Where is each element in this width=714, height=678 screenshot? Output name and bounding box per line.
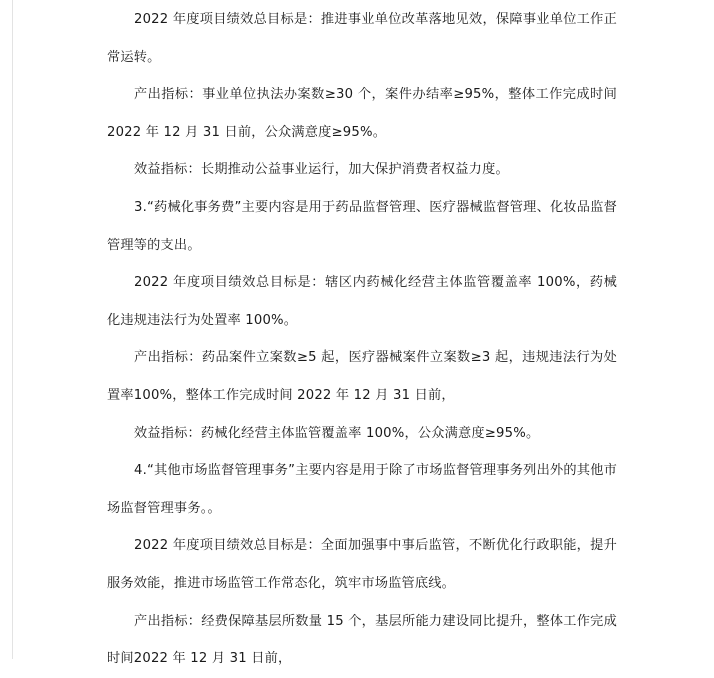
page-edge-divider bbox=[12, 0, 13, 659]
paragraph-performance-goal-1: 2022 年度项目绩效总目标是：推进事业单位改革落地见效，保障事业单位工作正常运转。 bbox=[107, 12, 617, 65]
paragraph-output-indicators-1: 产出指标：事业单位执法办案数≥30 个，案件办结率≥95%，整体工作完成时间 2022 年 12 月 31 日前，公众满意度≥95%。 bbox=[107, 87, 617, 140]
paragraph-performance-goal-2: 2022 年度项目绩效总目标是：辖区内药械化经营主体监管覆盖率 100%，药械化违规违法行为处置率 100%。 bbox=[107, 275, 617, 328]
paragraph-performance-goal-3: 2022 年度项目绩效总目标是：全面加强事中事后监管，不断优化行政职能，提升服务效能，推进市场监管工作常态化，筑牢市场监管底线。 bbox=[107, 538, 617, 591]
paragraph-other-market-affairs: 4.“其他市场监督管理事务”主要内容是用于除了市场监督管理事务列出外的其他市场监督管理事务。。 bbox=[107, 463, 617, 516]
paragraph-drug-device-fee: 3.“药械化事务费”主要内容是用于药品监督管理、医疗器械监督管理、化妆品监督管理等的支出。 bbox=[107, 199, 617, 253]
paragraph-output-indicators-2: 产出指标：药品案件立案数≥5 起，医疗器械案件立案数≥3 起，违规违法行为处置率100%，整体工作完成时间 2022 年 12 月 31 日前， bbox=[107, 350, 617, 403]
paragraph-benefit-indicators-2: 效益指标：药械化经营主体监管覆盖率 100%，公众满意度≥95%。 bbox=[134, 425, 540, 441]
paragraph-output-indicators-3: 产出指标：经费保障基层所数量 15 个，基层所能力建设同比提升，整体工作完成时间2022 年 12 月 31 日前， bbox=[107, 613, 617, 667]
paragraph-benefit-indicators-1: 效益指标：长期推动公益事业运行，加大保护消费者权益力度。 bbox=[134, 162, 509, 178]
document-body bbox=[107, 0, 617, 678]
